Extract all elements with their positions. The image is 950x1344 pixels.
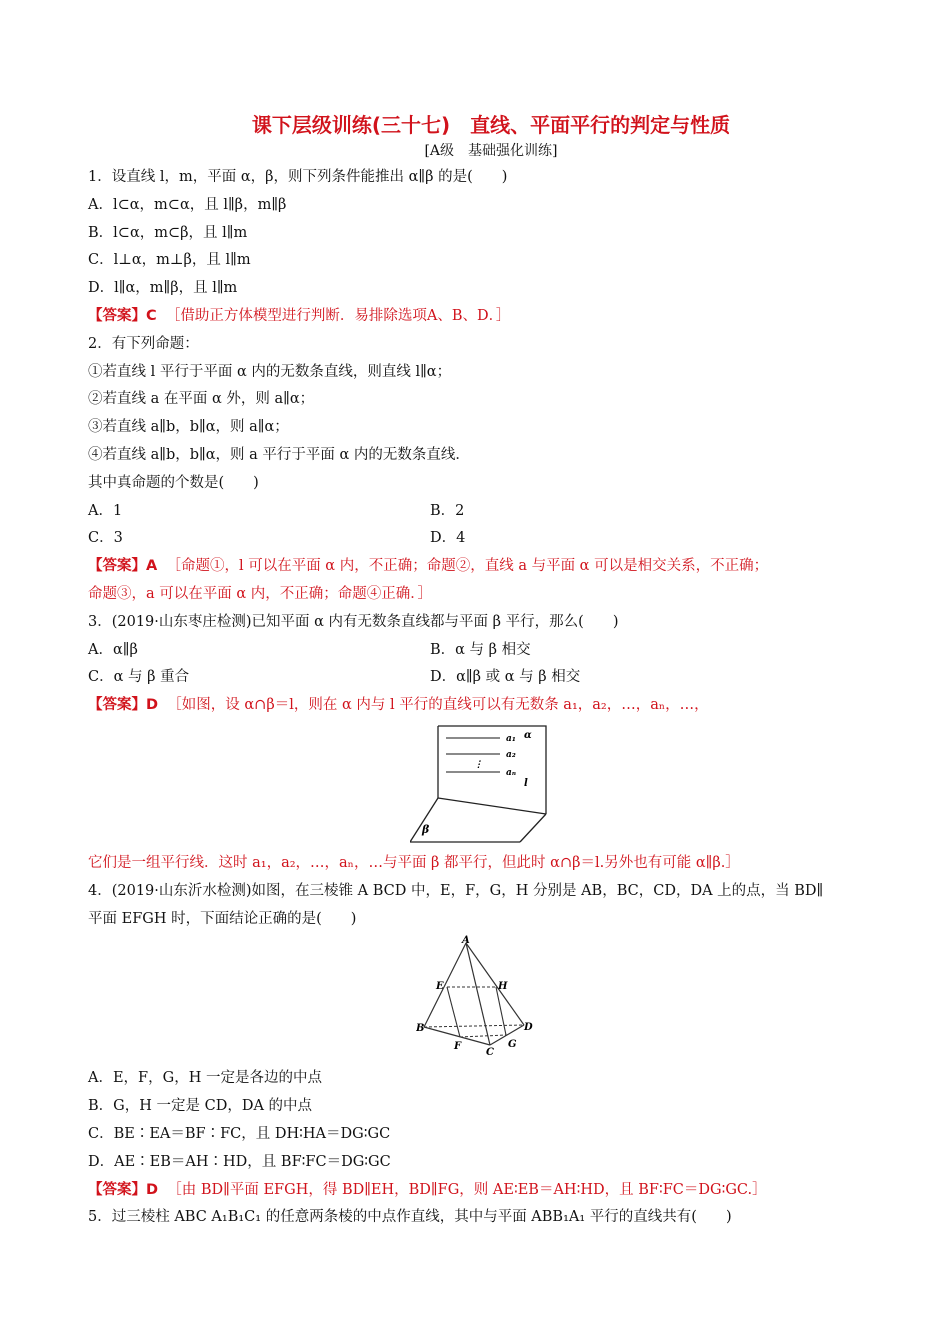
answer-label: 【答案】C [88,307,157,324]
q5-stem: 5．过三棱柱 ABC A₁B₁C₁ 的任意两条棱的中点作直线，其中与平面 ABB₁A₁ 平行的直线共有( ) [88,1209,732,1226]
q2-ask: 其中真命题的个数是( ) [88,474,259,491]
q2-answer-cont: 命题③，a 可以在平面 α 内，不正确；命题④正确．］ [88,585,433,602]
label-a1: a₁ [506,733,516,744]
q2-options-row-1 [88,498,864,526]
label-beta: β [422,822,430,836]
planes-figure [410,724,630,844]
q4-stem-2: 平面 EFGH 时，下面结论正确的是( ) [88,910,357,927]
label-an: aₙ [506,767,516,778]
q3-stem: 3．(2019·山东枣庄检测)已知平面 α 内有无数条直线都与平面 β 平行，那么( ) [88,613,619,630]
q3-option-b: B．α 与 β 相交 [430,641,531,658]
pyramid-figure [416,935,534,1059]
q3-option-d: D．α∥β 或 α 与 β 相交 [430,669,581,686]
label-H: H [498,981,508,993]
q4-answer [88,1177,864,1205]
answer-text: ［命题①，l 可以在平面 α 内，不正确；命题②，直线 a 与平面 α 可以是相交关系，不正确； [166,558,769,575]
answer-text: ［由 BD∥平面 EFGH，得 BD∥EH，BD∥FG，则 AE∶EB＝AH∶HD，且 BF∶FC＝DG∶GC.］ [167,1181,767,1198]
label-G: G [508,1039,517,1051]
label-dots: ⋮ [474,759,483,770]
label-F: F [454,1041,462,1053]
q2-proposition-4: ④若直线 a∥b，b∥α，则 a 平行于平面 α 内的无数条直线． [88,446,470,463]
q2-answer [88,553,864,581]
q4-option-c: C．BE∶EA＝BF∶FC，且 DH∶HA＝DG∶GC [88,1125,391,1142]
label-E: E [436,981,444,993]
answer-text: ［如图，设 α∩β＝l，则在 α 内与 l 平行的直线可以有无数条 a₁，a₂，…，aₙ，…， [167,697,709,714]
q1-stem: 1．设直线 l，m，平面 α，β，则下列条件能推出 α∥β 的是( ) [88,169,508,185]
q2-proposition-3: ③若直线 a∥b，b∥α，则 a∥α； [88,419,289,436]
answer-label: 【答案】D [88,1181,159,1198]
q2-proposition-1: ①若直线 l 平行于平面 α 内的无数条直线，则直线 l∥α； [88,363,452,380]
q2-options-row-2 [88,525,864,553]
section-subtitle: [A级 基础强化训练] [424,143,558,159]
q3-answer [88,692,864,720]
label-l: l [524,777,528,789]
label-C: C [486,1047,494,1059]
q4-option-d: D．AE∶EB＝AH∶HD，且 BF∶FC＝DG∶GC [88,1153,391,1170]
label-alpha: α [524,729,532,741]
q4-stem-1: 4．(2019·山东沂水检测)如图，在三棱锥 A BCD 中，E，F，G，H 分别是 AB，BC，CD，DA 上的点，当 BD∥ [88,882,824,899]
q2-stem: 2．有下列命题： [88,335,199,352]
q1-option-a: A．l⊂α，m⊂α，且 l∥β，m∥β [88,196,287,213]
q2-option-c: C．3 [88,530,123,547]
q1-option-b: B．l⊂α，m⊂β，且 l∥m [88,224,248,241]
document-page [88,110,864,1232]
q3-option-a: A．α∥β [88,641,138,658]
q3-options-row-1 [88,637,864,665]
label-B: B [416,1023,425,1035]
q4-option-b: B．G，H 一定是 CD，DA 的中点 [88,1098,313,1115]
label-A: A [462,935,470,947]
q3-answer-cont: 它们是一组平行线．这时 a₁，a₂，…，aₙ，…与平面 β 都平行，但此时 α∩β＝l.另外也有可能 α∥β.］ [88,854,740,871]
q3-option-c: C．α 与 β 重合 [88,669,190,686]
q1-option-c: C．l⊥α，m⊥β，且 l∥m [88,252,251,269]
q2-option-b: B．2 [430,502,465,519]
answer-label: 【答案】A [88,558,158,575]
q1-option-d: D．l∥α，m∥β，且 l∥m [88,280,238,297]
page-title: 课下层级训练(三十七) 直线、平面平行的判定与性质 [251,113,731,137]
q4-option-a: A．E，F，G，H 一定是各边的中点 [88,1070,322,1087]
q1-answer [88,303,864,331]
q2-option-a: A．1 [88,502,123,519]
q2-option-d: D．4 [430,530,466,547]
answer-label: 【答案】D [88,697,159,714]
label-D: D [524,1022,533,1034]
answer-text: ［借助正方体模型进行判断．易排除选项A、B、D．］ [165,307,511,324]
q3-options-row-2 [88,664,864,692]
label-a2: a₂ [506,749,516,760]
q2-proposition-2: ②若直线 a 在平面 α 外，则 a∥α； [88,391,315,408]
